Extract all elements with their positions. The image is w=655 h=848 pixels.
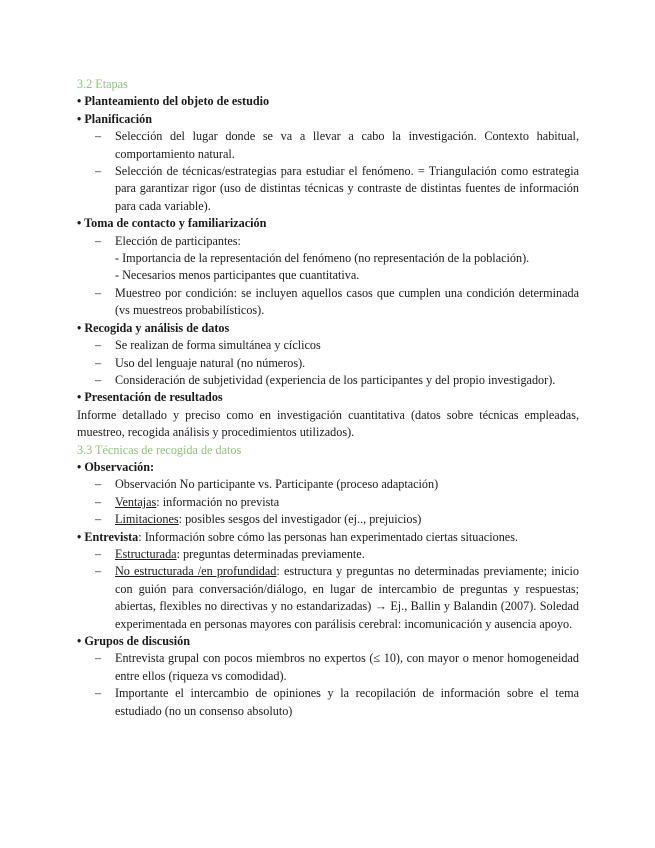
list-item	[115, 546, 579, 563]
estructurada-text: : preguntas determinadas previamente.	[176, 546, 365, 561]
limitaciones-text: : posibles sesgos del investigador (ej.., prejuicios)	[178, 512, 422, 527]
list-item: – Importante el intercambio de opiniones y la recopilación de información sobre el tema estudiado (no un consenso absoluto)	[115, 685, 579, 720]
list-item: – Selección del lugar donde se va a llevar a cabo la investigación. Contexto habitual, comportamiento natural.	[115, 128, 579, 163]
list-item: – Muestreo por condición: se incluyen aquellos casos que cumplen una condición determinada (vs muestreos probabilísticos).	[115, 285, 579, 320]
entrevista-list	[77, 546, 579, 633]
ventajas-label: Ventajas	[115, 494, 157, 509]
no-estructurada-text: : estructura y preguntas no determinadas previamente; inicio con guión para conversación/diálogo, en lugar de intercambio de preguntas y respuestas; abiertas, flexibles no directivas y no estandarizadas) → Ej., Ballin y Balandin (2007). Soledad experimentada en personas mayores con parálisis cerebral: incomunicación y ausencia apoyo.	[115, 564, 579, 631]
estructurada-label: Estructurada	[115, 546, 177, 561]
list-item: – Entrevista grupal con pocos miembros no expertos (≤ 10), con mayor o menor homogeneidad entre ellos (riqueza vs comodidad).	[115, 650, 579, 685]
entrevista-text: : Información sobre cómo las personas han experimentado ciertas situaciones.	[138, 529, 518, 544]
bullet-planteamiento: • Planteamiento del objeto de estudio	[77, 94, 270, 109]
toma-contacto-list	[77, 233, 579, 320]
list-item: – Uso del lenguaje natural (no números).	[115, 355, 579, 372]
presentacion-paragraph: Informe detallado y preciso como en investigación cuantitativa (datos sobre técnicas empleadas, muestreo, recogida análisis y procedimientos utilizados).	[77, 407, 579, 440]
list-item	[115, 233, 579, 285]
list-item: – Se realizan de forma simultánea y cíclicos	[115, 337, 579, 354]
list-item	[115, 511, 579, 528]
observacion-list	[77, 476, 579, 528]
list-item: – Observación No participante vs. Participante (proceso adaptación)	[115, 476, 579, 493]
bullet-entrevista	[77, 529, 579, 546]
planificacion-list	[77, 128, 579, 215]
section-heading-tecnicas: 3.3 Técnicas de recogida de datos	[77, 442, 242, 457]
entrevista-title: • Entrevista	[77, 529, 139, 544]
section-heading-etapas: 3.2 Etapas	[77, 77, 128, 91]
limitaciones-label: Limitaciones	[115, 512, 179, 527]
list-item: – Consideración de subjetividad (experiencia de los participantes y del propio investigador).	[115, 372, 579, 389]
list-item: – Selección de técnicas/estrategias para estudiar el fenómeno. = Triangulación como estrategia para garantizar rigor (uso de distintas técnicas y contraste de distintas fuentes de información para cada variable).	[115, 163, 579, 215]
bullet-presentacion: • Presentación de resultados	[77, 390, 223, 405]
document-page	[77, 76, 579, 720]
bullet-recogida-analisis: • Recogida y análisis de datos	[77, 320, 230, 335]
list-item	[115, 563, 579, 633]
bullet-grupos-discusion: • Grupos de discusión	[77, 634, 190, 648]
no-estructurada-label: No estructurada /en profundidad	[115, 564, 277, 579]
bullet-observacion: • Observación:	[77, 459, 155, 474]
bullet-planificacion: • Planificación	[77, 111, 153, 126]
recogida-list	[77, 337, 579, 389]
list-item-text: – Elección de participantes:	[115, 233, 241, 248]
sub-item: - Importancia de la representación del fenómeno (no representación de la población).	[115, 251, 530, 266]
list-item	[115, 494, 579, 511]
grupos-list	[77, 650, 579, 720]
sub-item: - Necesarios menos participantes que cuantitativa.	[115, 268, 360, 283]
bullet-toma-contacto: • Toma de contacto y familiarización	[77, 216, 267, 231]
ventajas-text: : información no prevista	[156, 494, 280, 509]
